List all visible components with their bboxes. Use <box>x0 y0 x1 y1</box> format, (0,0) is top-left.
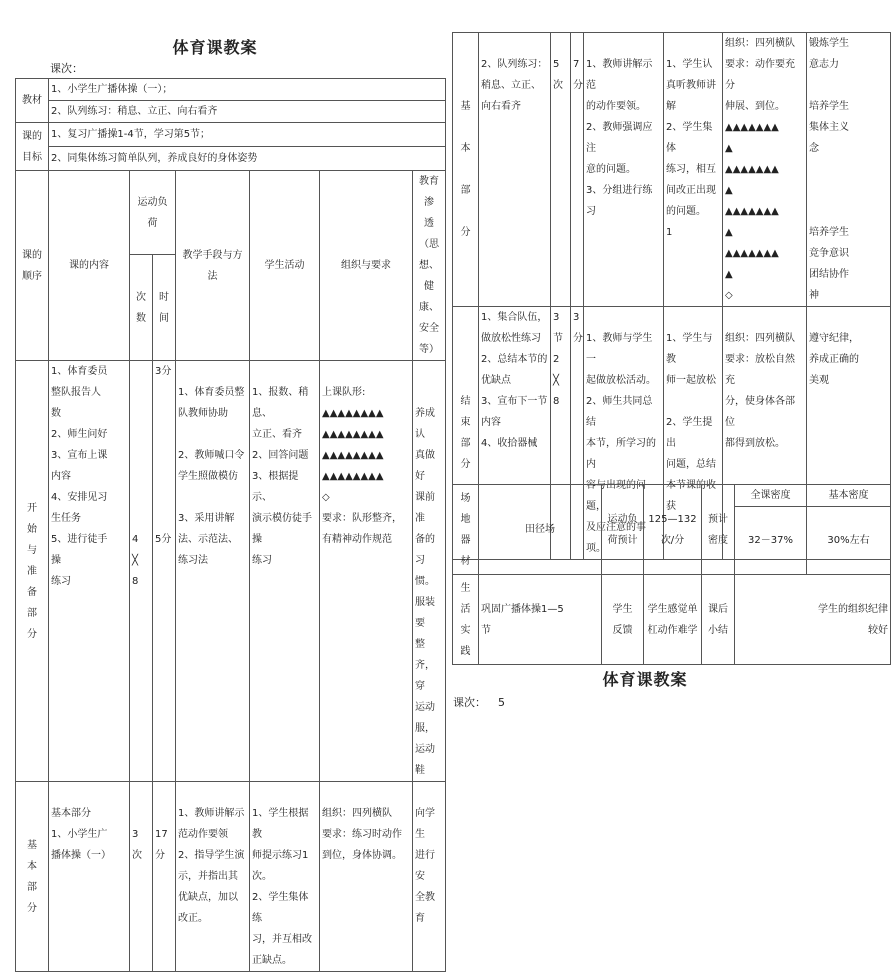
section-edu: 遵守纪律， 养成正确的 美观 <box>807 307 891 560</box>
full-density-label: 全课密度 <box>735 485 807 507</box>
lesson-plan-table <box>15 78 446 972</box>
lesson-number-label: 课次： <box>453 696 486 709</box>
section-org: 组织：四列横队 要求：动作要充分 伸展、到位。 ▲▲▲▲▲▲▲ ▲ ▲▲▲▲▲▲▲ ▲ ▲▲▲▲▲▲▲ ▲ ▲▲▲▲▲▲▲ ▲ ◇ <box>723 33 807 307</box>
header-content: 课的内容 <box>49 171 130 361</box>
header-load: 运动负 荷 <box>130 171 176 255</box>
section-content: 2、队列练习： 稍息、立正、 向右看齐 <box>479 33 551 307</box>
section-method: 1、体育委员整 队教师协助 2、教师喊口令 学生照做模仿 3、采用讲解 法、示范法、 练习法 <box>176 361 250 782</box>
section-count: 3 次 <box>130 782 153 972</box>
section-count: 4 ╳ 8 <box>130 361 153 782</box>
header-time: 时 间 <box>153 255 176 361</box>
density-label: 预计 密度 <box>702 485 735 575</box>
material-item: 1、小学生广播体操（一）； <box>49 79 446 101</box>
section-student: 1、学生与教 师一起放松 2、学生提出 问题，总结 本节课的收 获 <box>664 307 723 560</box>
section-time: 17 分 <box>153 782 176 972</box>
next-page-title: 体育课教案 <box>602 670 688 689</box>
lesson-plan-page-right <box>430 0 888 745</box>
section-method: 1、教师与学生一 起做放松活动。 2、师生共同总结 本节，所学习的内 容与出现的问题， 及应注意的事项。 <box>584 307 664 560</box>
summary-value: 学生的组织纪律 较好 <box>735 575 891 665</box>
section-time: 3 分 <box>571 307 584 560</box>
goal-item: 1、复习广播操1-4节，学习第5节； <box>49 123 446 147</box>
section-student: 1、报数、稍息、 立正、看齐 2、回答问题 3、根据提示、 演示模仿徒手 操 练习 <box>250 361 320 782</box>
feedback-label: 学生 反馈 <box>602 575 644 665</box>
lesson-number-label: 课次： <box>50 62 83 75</box>
section-student: 1、学生根据教 师提示练习1 次。 2、学生集体练 习，并互相改 正缺点。 <box>250 782 320 972</box>
section-content: 1、集合队伍， 做放松性练习 2、总结本节的 优缺点 3、宣布下一节 内容 4、收拾器械 <box>479 307 551 560</box>
section-edu: 养成认 真做好 课前准 备的习 惯。 服装要 整齐，穿 运动服， 运动鞋 <box>413 361 446 782</box>
section-method: 1、教师讲解示 范动作要领 2、指导学生演 示，并指出其 优缺点，加以 改正。 <box>176 782 250 972</box>
section-time: 3分 5分 <box>153 361 176 782</box>
page-title: 体育课教案 <box>172 38 258 57</box>
section-content: 1、体育委员 整队报告人 数 2、师生问好 3、宣布上课 内容 4、安排见习 生任务 5、进行徒手 操 练习 <box>49 361 130 782</box>
material-item: 2、队列练习：稍息、立正、向右看齐 <box>49 101 446 123</box>
lesson-plan-table-cont <box>452 32 891 560</box>
material-label: 教材 <box>16 79 49 123</box>
load-estimate-label: 运动负 荷预计 <box>602 485 644 575</box>
section-order-start: 开 始 与 准 备 部 分 <box>16 361 49 782</box>
header-student: 学生活动 <box>250 171 320 361</box>
section-time: 7 分 <box>571 33 584 307</box>
venue-label: 场 地 器 材 <box>453 485 479 575</box>
feedback-value: 学生感觉单 杠动作难学 <box>644 575 702 665</box>
section-order-end: 结 束 部 分 <box>453 307 479 560</box>
section-count: 3 节 2 ╳ 8 <box>551 307 571 560</box>
section-edu: 向学生 进行安 全教育 <box>413 782 446 972</box>
header-count: 次 数 <box>130 255 153 361</box>
section-org: 上课队形: ▲▲▲▲▲▲▲▲ ▲▲▲▲▲▲▲▲ ▲▲▲▲▲▲▲▲ ▲▲▲▲▲▲▲▲ ◇ 要求：队形整齐， 有精神动作规范 <box>320 361 413 782</box>
goal-label: 课的 目标 <box>16 123 49 171</box>
goal-item: 2、同集体练习简单队列，养成良好的身体姿势 <box>49 147 446 171</box>
section-student: 1、学生认 真听教师讲 解 2、学生集体 练习，相互 间改正出现 的问题。 1 <box>664 33 723 307</box>
basic-density-value: 30%左右 <box>807 507 891 575</box>
lesson-number-value: 5 <box>498 696 505 709</box>
section-method: 1、教师讲解示范 的动作要领。 2、教师强调应注 意的问题。 3、分组进行练习 <box>584 33 664 307</box>
summary-label: 课后 小结 <box>702 575 735 665</box>
header-method: 教学手段与方 法 <box>176 171 250 361</box>
homework-value: 巩固广播体操1—5 节 <box>479 575 602 665</box>
full-density-value: 32－37% <box>735 507 807 575</box>
lesson-plan-page-left <box>0 0 440 966</box>
load-estimate-value: 125—132 次/分 <box>644 485 702 575</box>
next-lesson-number-label <box>453 694 505 710</box>
venue-value: 田径场 <box>479 485 602 575</box>
section-org: 组织：四列横队 要求：练习时动作 到位，身体协调。 <box>320 782 413 972</box>
header-order: 课的 顺序 <box>16 171 49 361</box>
summary-table <box>452 484 891 665</box>
section-org: 组织：四列横队 要求：放松自然充 分，使身体各部位 都得到放松。 <box>723 307 807 560</box>
header-org: 组织与要求 <box>320 171 413 361</box>
homework-label: 生 活 实 践 <box>453 575 479 665</box>
section-order-basic: 基 本 部 分 <box>16 782 49 972</box>
section-count: 5 次 <box>551 33 571 307</box>
basic-density-label: 基本密度 <box>807 485 891 507</box>
section-order-basic: 基 本 部 分 <box>453 33 479 307</box>
section-edu: 锻炼学生 意志力 培养学生 集体主义 念 培养学生 竞争意识 团结协作 神 <box>807 33 891 307</box>
section-content: 基本部分 1、小学生广 播体操（一） <box>49 782 130 972</box>
header-edu: 教育渗 透（思 想、健 康、安全 等） <box>413 171 446 361</box>
